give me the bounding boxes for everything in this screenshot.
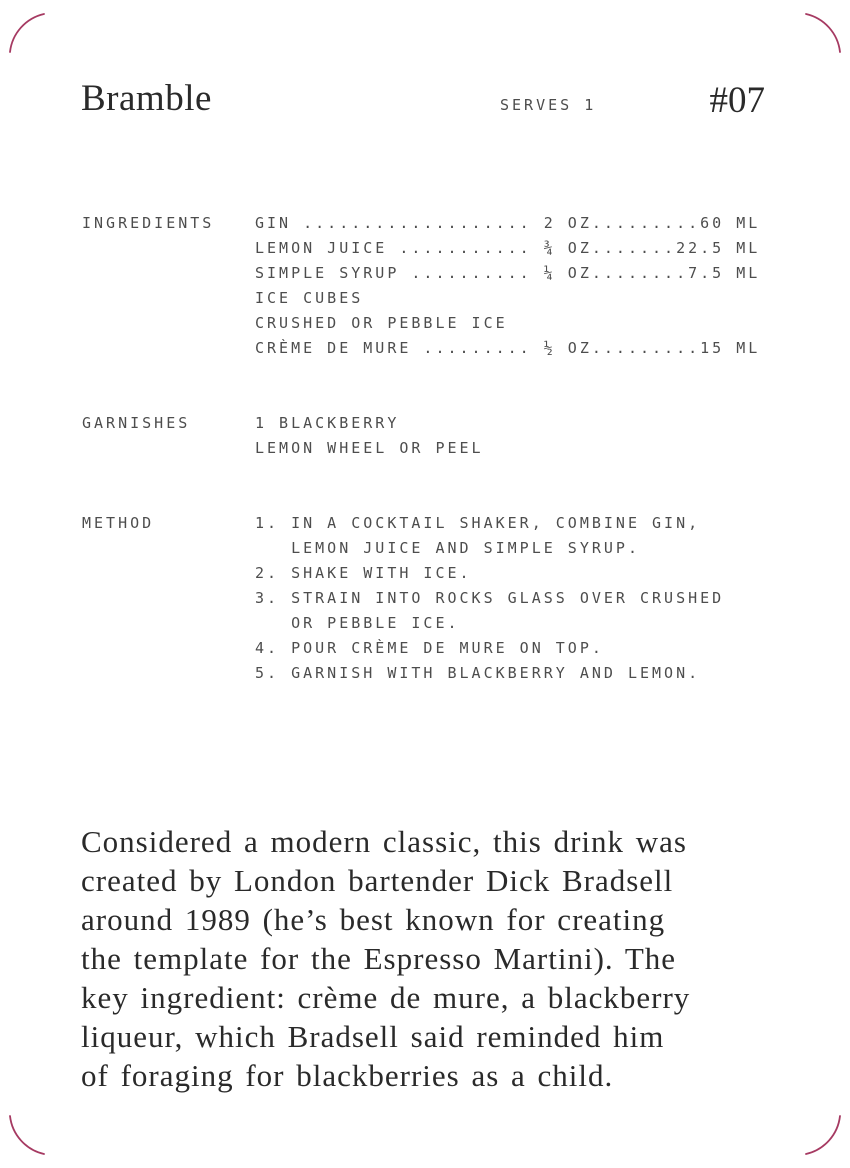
corner-arc-bottom-left <box>10 1116 44 1154</box>
ingredients-list <box>255 211 760 361</box>
ingredient-row: GIN ................... 2 OZ.........60 ML <box>255 214 761 232</box>
method-step-row: 4. POUR CRÈME DE MURE ON TOP. <box>255 639 604 657</box>
description-line: key ingredient: crème de mure, a blackberry <box>81 980 691 1015</box>
ingredients-section-label: INGREDIENTS <box>82 214 215 232</box>
serves-label: SERVES 1 <box>500 96 597 114</box>
recipe-number: #07 <box>709 80 765 121</box>
description-line: liqueur, which Bradsell said reminded him <box>81 1019 665 1054</box>
garnish-row: 1 BLACKBERRY <box>255 414 400 432</box>
method-step-row: LEMON JUICE AND SIMPLE SYRUP. <box>255 539 640 557</box>
method-step-row: 3. STRAIN INTO ROCKS GLASS OVER CRUSHED <box>255 589 725 607</box>
description-line: of foraging for blackberries as a child. <box>81 1058 614 1093</box>
method-step-row: 2. SHAKE WITH ICE. <box>255 564 472 582</box>
ingredient-row: CRÈME DE MURE ......... ½ OZ.........15 ML <box>255 339 761 357</box>
description-line: around 1989 (he’s best known for creating <box>81 902 666 937</box>
corner-arc-bottom-right <box>806 1116 840 1154</box>
ingredient-row: LEMON JUICE ........... ¾ OZ.......22.5 ML <box>255 239 761 257</box>
recipe-description <box>81 822 801 1095</box>
method-step-row: 5. GARNISH WITH BLACKBERRY AND LEMON. <box>255 664 701 682</box>
garnishes-section-label: GARNISHES <box>82 414 191 432</box>
method-steps <box>255 511 724 686</box>
corner-arc-top-right <box>806 14 840 52</box>
ingredient-row: SIMPLE SYRUP .......... ¼ OZ........7.5 ML <box>255 264 761 282</box>
description-line: Considered a modern classic, this drink was <box>81 824 687 859</box>
method-section-label: METHOD <box>82 514 155 532</box>
description-line: created by London bartender Dick Bradsell <box>81 863 674 898</box>
recipe-title: Bramble <box>81 78 212 119</box>
garnishes-list <box>255 411 484 461</box>
method-step-row: OR PEBBLE ICE. <box>255 614 460 632</box>
ingredient-row: CRUSHED OR PEBBLE ICE <box>255 314 508 332</box>
description-line: the template for the Espresso Martini). The <box>81 941 677 976</box>
method-step-row: 1. IN A COCKTAIL SHAKER, COMBINE GIN, <box>255 514 701 532</box>
ingredient-row: ICE CUBES <box>255 289 364 307</box>
corner-arc-top-left <box>10 14 44 52</box>
garnish-row: LEMON WHEEL OR PEEL <box>255 439 484 457</box>
